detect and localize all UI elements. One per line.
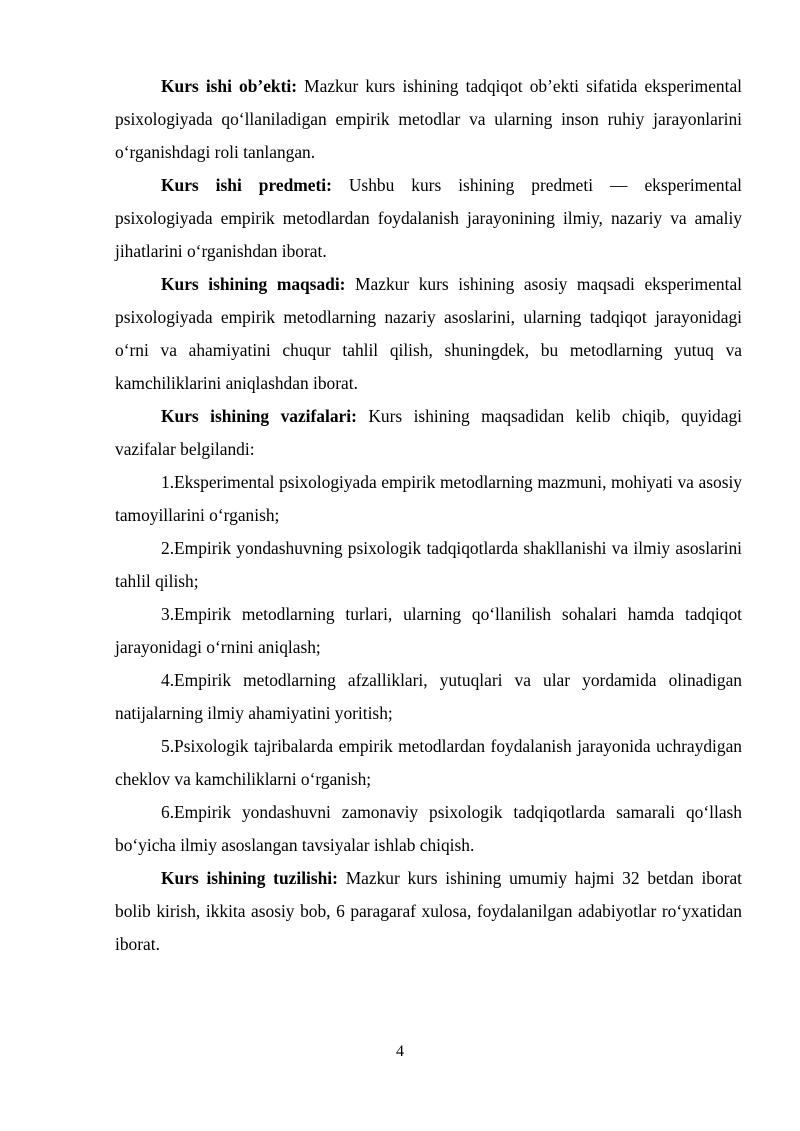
- goal-text: Mazkur kurs ishining asosiy maqsadi eksperimental psixologiyada empirik metodlarning nazariy asoslarini, ularning tadqiqot jarayonidagi o‘rni va ahamiyatini chuqur tahlil qilish, shuningdek, bu metodlarning yutuq va kamchiliklarini aniqlashdan iborat.: [115, 274, 743, 393]
- object-label: Kurs ishi ob’ekti:: [161, 76, 298, 96]
- object-paragraph: [115, 70, 742, 169]
- task-item-3: 3.Empirik metodlarning turlari, ularning qo‘llanilish sohalari hamda tadqiqot jarayonidagi o‘rnini aniqlash;: [115, 604, 742, 657]
- task-item-6: 6.Empirik yondashuvni zamonaviy psixologik tadqiqotlarda samarali qo‘llash bo‘yicha ilmiy asoslangan tavsiyalar ishlab chiqish.: [115, 802, 742, 855]
- goal-paragraph: [115, 268, 742, 400]
- structure-label: Kurs ishining tuzilishi:: [161, 868, 338, 888]
- object-text: Mazkur kurs ishining tadqiqot ob’ekti sifatida eksperimental psixologiyada qo‘llaniladigan empirik metodlar va ularning inson ruhiy jarayonlarini o‘rganishdagi roli tanlangan.: [115, 76, 742, 162]
- document-page: [115, 70, 742, 961]
- task-item-4: 4.Empirik metodlarning afzalliklari, yutuqlari va ular yordamida olinadigan natijalarning ilmiy ahamiyatini yoritish;: [115, 670, 742, 723]
- tasks-paragraph: [115, 400, 742, 466]
- page-number: 4: [396, 1043, 404, 1060]
- tasks-label: Kurs ishining vazifalari:: [161, 406, 357, 426]
- tasks-text: Kurs ishining maqsadidan kelib chiqib, quyidagi vazifalar belgilandi:: [115, 406, 742, 459]
- task-item-5: 5.Psixologik tajribalarda empirik metodlardan foydalanish jarayonida uchraydigan cheklov va kamchiliklarni o‘rganish;: [115, 736, 742, 789]
- structure-text: Mazkur kurs ishining umumiy hajmi 32 betdan iborat bolib kirish, ikkita asosiy bob, 6 paragaraf xulosa, foydalanilgan adabiyotlar ro‘yxatidan iborat.: [115, 868, 743, 954]
- structure-paragraph: [115, 862, 742, 961]
- task-item-1: 1.Eksperimental psixologiyada empirik metodlarning mazmuni, mohiyati va asosiy tamoyillarini o‘rganish;: [115, 472, 742, 525]
- subject-text: Ushbu kurs ishining predmeti — eksperimental psixologiyada empirik metodlardan foydalanish jarayonining ilmiy, nazariy va amaliy jihatlarini o‘rganishdan iborat.: [115, 175, 742, 261]
- subject-label: Kurs ishi predmeti:: [161, 175, 332, 195]
- goal-label: Kurs ishining maqsadi:: [161, 274, 346, 294]
- task-item-2: 2.Empirik yondashuvning psixologik tadqiqotlarda shakllanishi va ilmiy asoslarini tahlil qilish;: [115, 538, 742, 591]
- subject-paragraph: [115, 169, 742, 268]
